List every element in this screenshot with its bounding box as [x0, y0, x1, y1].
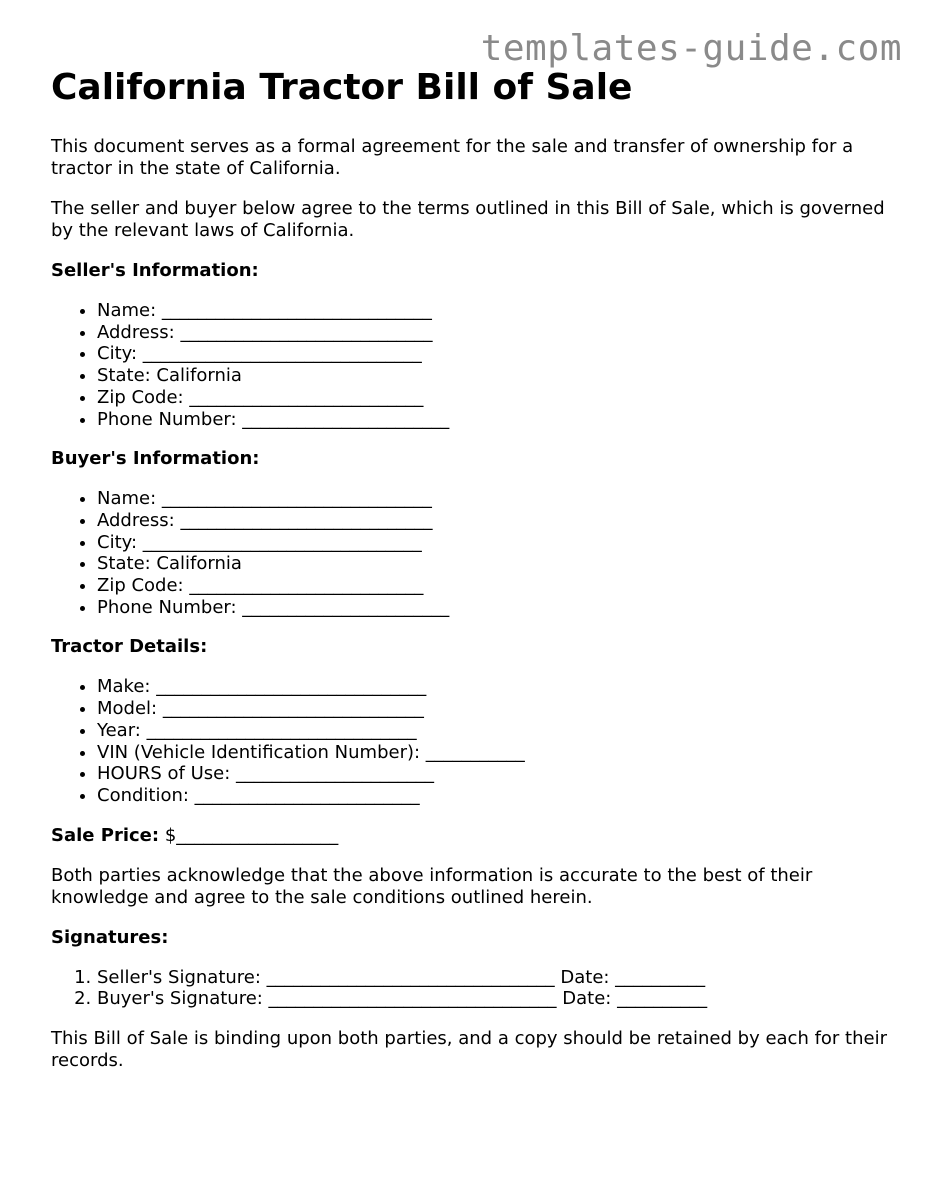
buyer-signature-line: 2. Buyer's Signature: ________________________________ Date: __________	[97, 988, 891, 1010]
signatures-heading: Signatures:	[51, 926, 169, 948]
seller-info-list	[51, 300, 891, 430]
tractor-condition-field: • Condition: _________________________	[97, 785, 891, 807]
buyer-name-field: • Name: ______________________________	[97, 488, 891, 510]
buyer-heading: Buyer's Information:	[51, 448, 260, 470]
seller-signature-line: 1. Seller's Signature: ________________________________ Date: __________	[97, 967, 891, 989]
tractor-heading: Tractor Details:	[51, 636, 208, 658]
buyer-address-field: • Address: ____________________________	[97, 510, 891, 532]
sale-price-label: Sale Price:	[51, 824, 160, 846]
buyer-zip-field: • Zip Code: __________________________	[97, 575, 891, 597]
sale-price-value: $__________________	[164, 824, 339, 846]
intro-paragraph-1: This document serves as a formal agreement for the sale and transfer of ownership for a tractor in the state of California.	[51, 136, 854, 179]
seller-zip-field: • Zip Code: __________________________	[97, 387, 891, 409]
tractor-hours-field: • HOURS of Use: ______________________	[97, 763, 891, 785]
tractor-details-list	[51, 676, 891, 806]
seller-state-field: • State: California	[97, 365, 891, 387]
buyer-state-field: • State: California	[97, 553, 891, 575]
tractor-make-field: • Make: ______________________________	[97, 676, 891, 698]
page-title: California Tractor Bill of Sale	[51, 67, 633, 108]
buyer-phone-field: • Phone Number: _______________________	[97, 597, 891, 619]
acknowledgement-paragraph: Both parties acknowledge that the above information is accurate to the best of their knowledge and agree to the sale conditions outlined herein.	[51, 864, 813, 908]
tractor-year-field: • Year: ______________________________	[97, 720, 891, 742]
seller-heading: Seller's Information:	[51, 260, 259, 281]
tractor-model-field: • Model: _____________________________	[97, 698, 891, 720]
intro-paragraph-2: The seller and buyer below agree to the terms outlined in this Bill of Sale, which is governed by the relevant laws of California.	[51, 198, 885, 241]
tractor-vin-field: • VIN (Vehicle Identification Number): ___________	[97, 742, 891, 764]
sale-price-line	[51, 825, 891, 847]
buyer-info-list	[51, 488, 891, 618]
seller-city-field: • City: _______________________________	[97, 343, 891, 365]
closing-paragraph: This Bill of Sale is binding upon both parties, and a copy should be retained by each for their records.	[51, 1028, 887, 1072]
seller-address-field: • Address: ____________________________	[97, 322, 891, 344]
signatures-list	[51, 967, 891, 1010]
seller-phone-field: • Phone Number: _______________________	[97, 409, 891, 431]
document-body	[51, 66, 891, 1090]
seller-name-field: • Name: ______________________________	[97, 300, 891, 322]
buyer-city-field: • City: _______________________________	[97, 532, 891, 554]
watermark: templates-guide.com	[480, 28, 902, 69]
